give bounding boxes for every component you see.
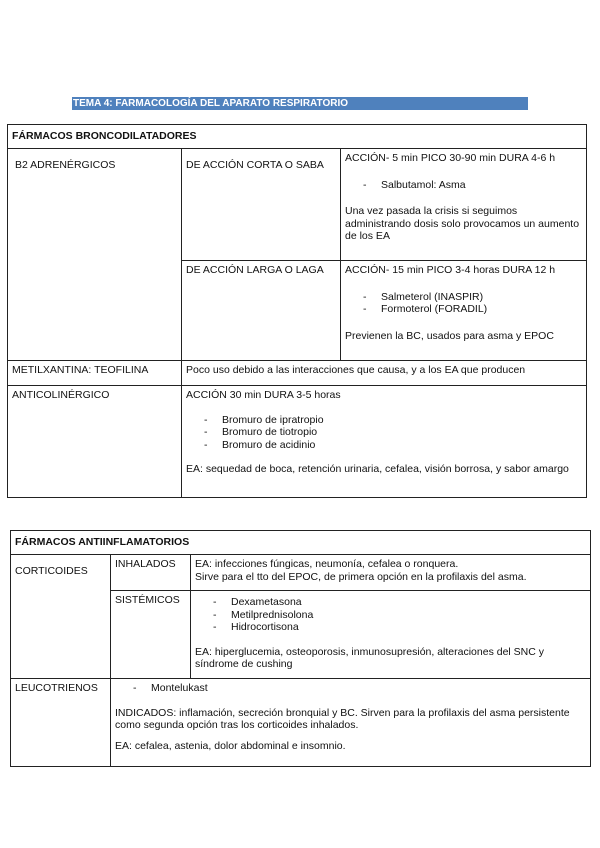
antiinflamatorios-table (10, 530, 591, 767)
inhalados-detail-cell (191, 555, 591, 591)
leucotrienos-cell (11, 679, 111, 767)
metilxantina-cell (8, 361, 182, 386)
anticolinergico-cell (8, 386, 182, 498)
anticolinergico-label: ANTICOLINÉRGICO (12, 389, 110, 401)
corticoides-label: CORTICOIDES (15, 565, 88, 577)
list-item: - Dexametasona (195, 596, 586, 609)
sistemicos-label: SISTÉMICOS (115, 594, 180, 606)
laga-detail-cell (341, 261, 587, 361)
sistemicos-cell (111, 591, 191, 679)
sistemicos-detail-cell (191, 591, 591, 679)
metilxantina-desc: Poco uso debido a las interacciones que causa, y a los EA que producen (186, 364, 526, 376)
inhalados-label: INHALADOS (115, 558, 176, 570)
metilxantina-label: METILXANTINA: TEOFILINA (12, 364, 149, 376)
sistemicos-drug-list (195, 596, 586, 634)
anticolinergico-detail-cell (182, 386, 587, 498)
laga-drug-list (345, 291, 582, 316)
metilxantina-desc-cell (182, 361, 587, 386)
broncodilatadores-table (7, 124, 587, 498)
b2-adrenergicos-cell (8, 149, 182, 361)
list-item: - Salbutamol: Asma (345, 179, 582, 192)
leucotrienos-ea: EA: cefalea, astenia, dolor abdominal e insomnio. (115, 739, 346, 752)
inhalados-cell (111, 555, 191, 591)
laga-label: DE ACCIÓN LARGA O LAGA (186, 264, 324, 276)
inhalados-uso: Sirve para el tto del EPOC, de primera opción en la profilaxis del asma. (195, 570, 527, 583)
list-item: - Bromuro de ipratropio (186, 414, 582, 427)
sistemicos-ea: EA: hiperglucemia, osteoporosis, inmunosupresión, alteraciones del SNC y síndrome de cushing (195, 645, 545, 670)
saba-label: DE ACCIÓN CORTA O SABA (186, 159, 324, 171)
page-title: TEMA 4: FARMACOLOGÍA DEL APARATO RESPIRATORIO (72, 97, 528, 110)
list-item: - Hidrocortisona (195, 621, 586, 634)
leucotrienos-detail-cell (111, 679, 591, 767)
leucotrienos-indicados: INDICADOS: inflamación, secreción bronquial y BC. Sirven para la profilaxis del asma persistente como segunda opción tras los corticoides inhalados. (115, 706, 570, 731)
inhalados-ea: EA: infecciones fúngicas, neumonía, cefalea o ronquera. (195, 558, 459, 570)
corticoides-cell (11, 555, 111, 679)
saba-cell (182, 149, 341, 261)
leucotrienos-drug-list (115, 682, 586, 695)
anticolinergico-ea: EA: sequedad de boca, retención urinaria, cefalea, visión borrosa, y sabor amargo (186, 463, 569, 475)
list-item: - Salmeterol (INASPIR) (345, 291, 582, 304)
saba-accion: ACCIÓN- 5 min PICO 30-90 min DURA 4-6 h (345, 152, 556, 164)
leucotrienos-label: LEUCOTRIENOS (15, 682, 98, 694)
list-item: - Metilprednisolona (195, 609, 586, 622)
laga-cell (182, 261, 341, 361)
list-item: - Montelukast (115, 682, 586, 695)
b2-adrenergicos-label: B2 ADRENÉRGICOS (15, 159, 116, 171)
broncodilatadores-header: FÁRMACOS BRONCODILATADORES (8, 125, 587, 149)
anticolinergico-drug-list (186, 414, 582, 452)
saba-drug-list (345, 179, 582, 192)
list-item: - Bromuro de acidinio (186, 439, 582, 452)
list-item: - Formoterol (FORADIL) (345, 303, 582, 316)
laga-accion: ACCIÓN- 15 min PICO 3-4 horas DURA 12 h (345, 264, 556, 276)
saba-detail-cell (341, 149, 587, 261)
saba-note: Una vez pasada la crisis si seguimos administrando dosis solo provocamos un aumento de los EA (345, 205, 580, 242)
list-item: - Bromuro de tiotropio (186, 426, 582, 439)
antiinflamatorios-header: FÁRMACOS ANTIINFLAMATORIOS (11, 531, 591, 555)
laga-note: Previenen la BC, usados para asma y EPOC (345, 329, 554, 342)
anticolinergico-accion: ACCIÓN 30 min DURA 3-5 horas (186, 389, 341, 401)
